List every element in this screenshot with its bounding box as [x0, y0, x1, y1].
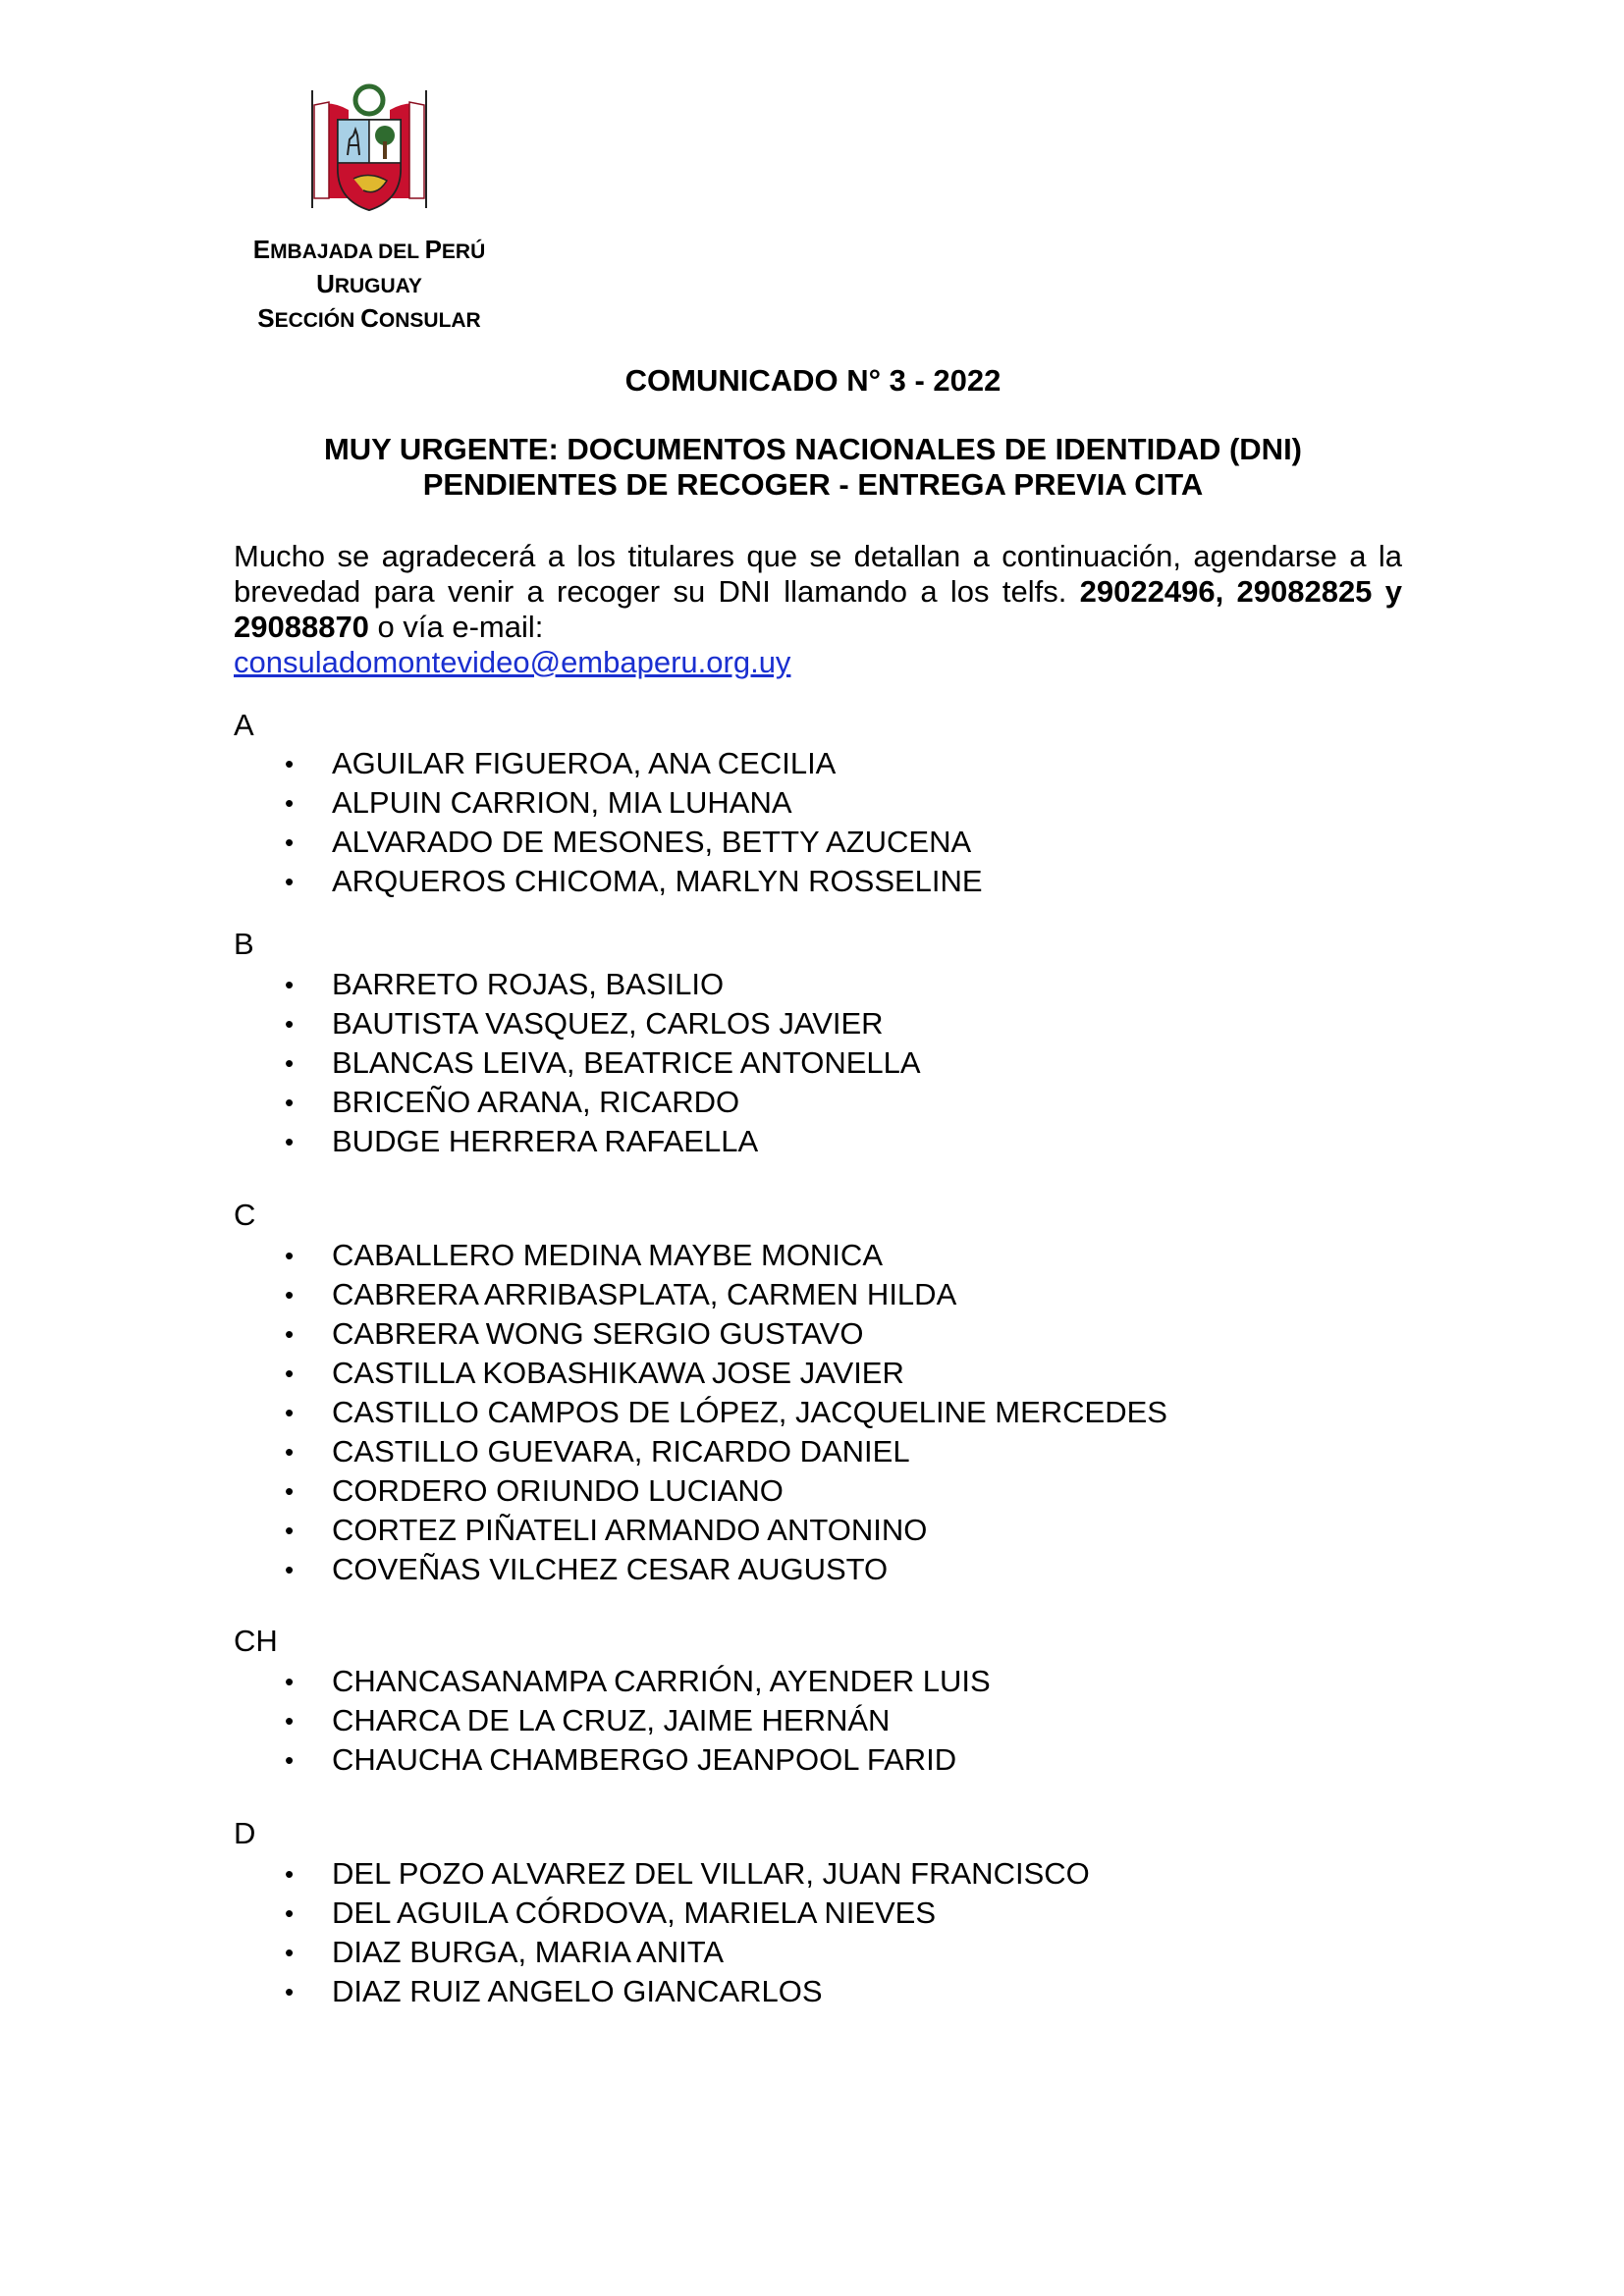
embassy-name: EMBAJADA DEL PERÚ	[252, 235, 486, 264]
list-item	[285, 1933, 1090, 1972]
person-name: AGUILAR FIGUEROA, ANA CECILIA	[332, 746, 837, 780]
bullet-icon: •	[285, 1088, 295, 1117]
bullet-icon: •	[285, 1898, 295, 1928]
list-item	[285, 1550, 1167, 1589]
list-item	[285, 1083, 921, 1122]
name-list	[285, 1854, 1090, 2011]
bullet-icon: •	[285, 1241, 295, 1270]
bullet-icon: •	[285, 1319, 295, 1349]
bullet-icon: •	[285, 1745, 295, 1775]
person-name: CHARCA DE LA CRUZ, JAIME HERNÁN	[332, 1703, 891, 1737]
list-item	[285, 1511, 1167, 1550]
phone-numbers: 29022496, 29082825 y 29088870	[234, 574, 1402, 644]
person-name: DIAZ BURGA, MARIA ANITA	[332, 1935, 725, 1969]
bullet-icon: •	[285, 1476, 295, 1506]
person-name: BAUTISTA VASQUEZ, CARLOS JAVIER	[332, 1006, 884, 1041]
list-item	[285, 1122, 921, 1161]
group-letter: C	[234, 1198, 256, 1232]
list-item	[285, 1393, 1167, 1432]
person-name: DEL AGUILA CÓRDOVA, MARIELA NIEVES	[332, 1896, 937, 1930]
embassy-header	[222, 234, 516, 337]
bullet-icon: •	[285, 1938, 295, 1967]
communique-title: COMUNICADO N° 3 - 2022	[624, 363, 1001, 398]
list-item	[285, 823, 983, 862]
person-name: CASTILLA KOBASHIKAWA JOSE JAVIER	[332, 1356, 904, 1390]
name-list	[285, 965, 921, 1161]
bullet-icon: •	[285, 788, 295, 818]
person-name: DEL POZO ALVAREZ DEL VILLAR, JUAN FRANCISCO	[332, 1856, 1090, 1891]
list-item	[285, 1432, 1167, 1471]
person-name: DIAZ RUIZ ANGELO GIANCARLOS	[332, 1974, 823, 2008]
group-letter: D	[234, 1816, 256, 1850]
bullet-icon: •	[285, 1127, 295, 1156]
person-name: CHANCASANAMPA CARRIÓN, AYENDER LUIS	[332, 1664, 991, 1698]
person-name: CORTEZ PIÑATELI ARMANDO ANTONINO	[332, 1513, 928, 1547]
list-item	[285, 1471, 1167, 1511]
person-name: COVEÑAS VILCHEZ CESAR AUGUSTO	[332, 1552, 889, 1586]
person-name: BARRETO ROJAS, BASILIO	[332, 967, 725, 1001]
person-name: CABRERA WONG SERGIO GUSTAVO	[332, 1316, 864, 1351]
bullet-icon: •	[285, 1859, 295, 1889]
person-name: CABRERA ARRIBASPLATA, CARMEN HILDA	[332, 1277, 957, 1311]
bullet-icon: •	[285, 1667, 295, 1696]
person-name: CASTILLO CAMPOS DE LÓPEZ, JACQUELINE MERCEDES	[332, 1395, 1167, 1429]
subject-line-1: MUY URGENTE: DOCUMENTOS NACIONALES DE IDENTIDAD (DNI)	[323, 432, 1303, 466]
name-list	[285, 1662, 991, 1780]
list-item	[285, 783, 983, 823]
list-item	[285, 1662, 991, 1701]
list-item	[285, 1354, 1167, 1393]
bullet-icon: •	[285, 1706, 295, 1735]
list-item	[285, 1972, 1090, 2011]
list-item	[285, 1043, 921, 1083]
person-name: ALPUIN CARRION, MIA LUHANA	[332, 785, 792, 820]
email-link[interactable]: consuladomontevideo@embaperu.org.uy	[234, 645, 791, 679]
group-letter: A	[234, 708, 254, 742]
subject-line-2: PENDIENTES DE RECOGER - ENTREGA PREVIA CITA	[422, 467, 1204, 502]
list-item	[285, 862, 983, 901]
person-name: ALVARADO DE MESONES, BETTY AZUCENA	[332, 825, 972, 859]
list-item	[285, 1236, 1167, 1275]
list-item	[285, 1275, 1167, 1314]
bullet-icon: •	[285, 1555, 295, 1584]
name-list	[285, 744, 983, 901]
person-name: CHAUCHA CHAMBERGO JEANPOOL FARID	[332, 1742, 957, 1777]
intro-text: Mucho se agradecerá a los titulares que se detallan a continuación, agendarse a la brevedad para venir a recoger su DNI llamando a los telfs.	[234, 539, 1402, 609]
list-item	[285, 1314, 1167, 1354]
bullet-icon: •	[285, 1437, 295, 1467]
peru-coat-of-arms-icon	[295, 80, 444, 218]
intro-text-after: o vía e-mail:	[368, 610, 544, 644]
list-item	[285, 1004, 921, 1043]
group-letter: B	[234, 927, 254, 961]
bullet-icon: •	[285, 1048, 295, 1078]
person-name: CASTILLO GUEVARA, RICARDO DANIEL	[332, 1434, 910, 1468]
name-list	[285, 1236, 1167, 1589]
person-name: BLANCAS LEIVA, BEATRICE ANTONELLA	[332, 1045, 921, 1080]
bullet-icon: •	[285, 1009, 295, 1039]
list-item	[285, 744, 983, 783]
bullet-icon: •	[285, 1359, 295, 1388]
communique-subject	[234, 432, 1392, 503]
section-name: SECCIÓN CONSULAR	[257, 303, 481, 333]
person-name: CORDERO ORIUNDO LUCIANO	[332, 1473, 784, 1508]
bullet-icon: •	[285, 1280, 295, 1309]
person-name: ARQUEROS CHICOMA, MARLYN ROSSELINE	[332, 864, 983, 898]
list-item	[285, 1854, 1090, 1894]
list-item	[285, 1701, 991, 1740]
bullet-icon: •	[285, 1398, 295, 1427]
bullet-icon: •	[285, 749, 295, 778]
person-name: BRICEÑO ARANA, RICARDO	[332, 1085, 740, 1119]
list-item	[285, 1894, 1090, 1933]
person-name: BUDGE HERRERA RAFAELLA	[332, 1124, 759, 1158]
intro-paragraph	[234, 539, 1402, 680]
bullet-icon: •	[285, 867, 295, 896]
country-name: URUGUAY	[316, 269, 422, 298]
list-item	[285, 1740, 991, 1780]
group-letter: CH	[234, 1624, 278, 1658]
list-item	[285, 965, 921, 1004]
bullet-icon: •	[285, 970, 295, 999]
bullet-icon: •	[285, 1977, 295, 2006]
person-name: CABALLERO MEDINA MAYBE MONICA	[332, 1238, 883, 1272]
bullet-icon: •	[285, 828, 295, 857]
bullet-icon: •	[285, 1516, 295, 1545]
